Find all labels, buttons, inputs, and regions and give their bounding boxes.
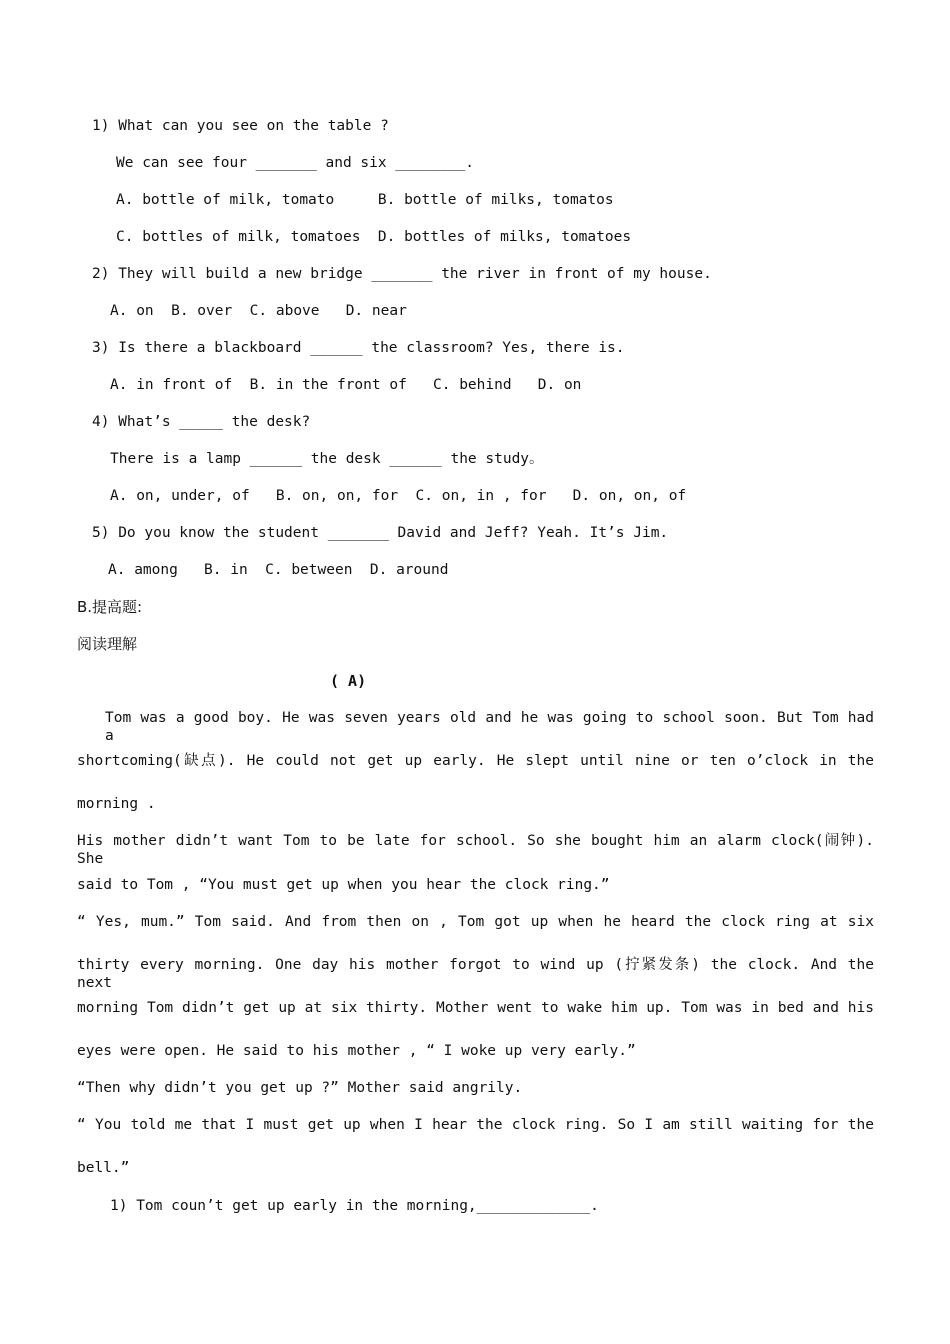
question-3-options: A. in front of B. in the front of C. behind D. on [110, 377, 582, 393]
passage-line-5: said to Tom , “You must get up when you hear the clock ring.” [77, 877, 610, 893]
passage-line-3: morning . [77, 796, 156, 812]
reading-heading: 阅读理解 [77, 635, 138, 653]
reading-question-1: 1) Tom coun’t get up early in the morning,_____________. [110, 1198, 599, 1214]
passage-line-9: eyes were open. He said to his mother , “ I woke up very early.” [77, 1043, 636, 1059]
passage-line-4: His mother didn’t want Tom to be late for school. So she bought him an alarm clock(闹钟). She [77, 833, 874, 867]
question-5: 5) Do you know the student _______ David and Jeff? Yeah. It’s Jim. [92, 525, 669, 541]
passage-line-7: thirty every morning. One day his mother forgot to wind up (拧紧发条) the clock. And the next [77, 957, 874, 991]
question-4: 4) What’s _____ the desk? [92, 414, 311, 430]
question-1: 1) What can you see on the table ? [92, 118, 389, 134]
question-1-options-ab: A. bottle of milk, tomato B. bottle of milks, tomatos [116, 192, 614, 208]
question-2-options: A. on B. over C. above D. near [110, 303, 407, 319]
question-4-options: A. on, under, of B. on, on, for C. on, in , for D. on, on, of [110, 488, 687, 504]
passage-line-10: “Then why didn’t you get up ?” Mother said angrily. [77, 1080, 523, 1096]
question-5-options: A. among B. in C. between D. around [108, 562, 449, 578]
question-1-options-cd: C. bottles of milk, tomatoes D. bottles of milks, tomatoes [116, 229, 632, 245]
passage-line-2: shortcoming(缺点). He could not get up early. He slept until nine or ten o’clock in the [77, 753, 874, 769]
passage-line-11: “ You told me that I must get up when I hear the clock ring. So I am still waiting for the [77, 1117, 874, 1133]
question-3: 3) Is there a blackboard ______ the classroom? Yes, there is. [92, 340, 625, 356]
passage-line-6: “ Yes, mum.” Tom said. And from then on , Tom got up when he heard the clock ring at six [77, 914, 874, 930]
passage-line-1: Tom was a good boy. He was seven years old and he was going to school soon. But Tom had a [105, 710, 874, 744]
question-2: 2) They will build a new bridge _______ the river in front of my house. [92, 266, 712, 282]
section-b-heading: B.提高题: [77, 598, 143, 616]
question-4-fill: There is a lamp ______ the desk ______ the study。 [110, 451, 544, 467]
passage-line-12: bell.” [77, 1160, 130, 1176]
passage-title: ( A) [330, 672, 367, 690]
question-1-fill: We can see four _______ and six ________. [116, 155, 474, 171]
passage-line-8: morning Tom didn’t get up at six thirty. Mother went to wake him up. Tom was in bed and his [77, 1000, 874, 1016]
